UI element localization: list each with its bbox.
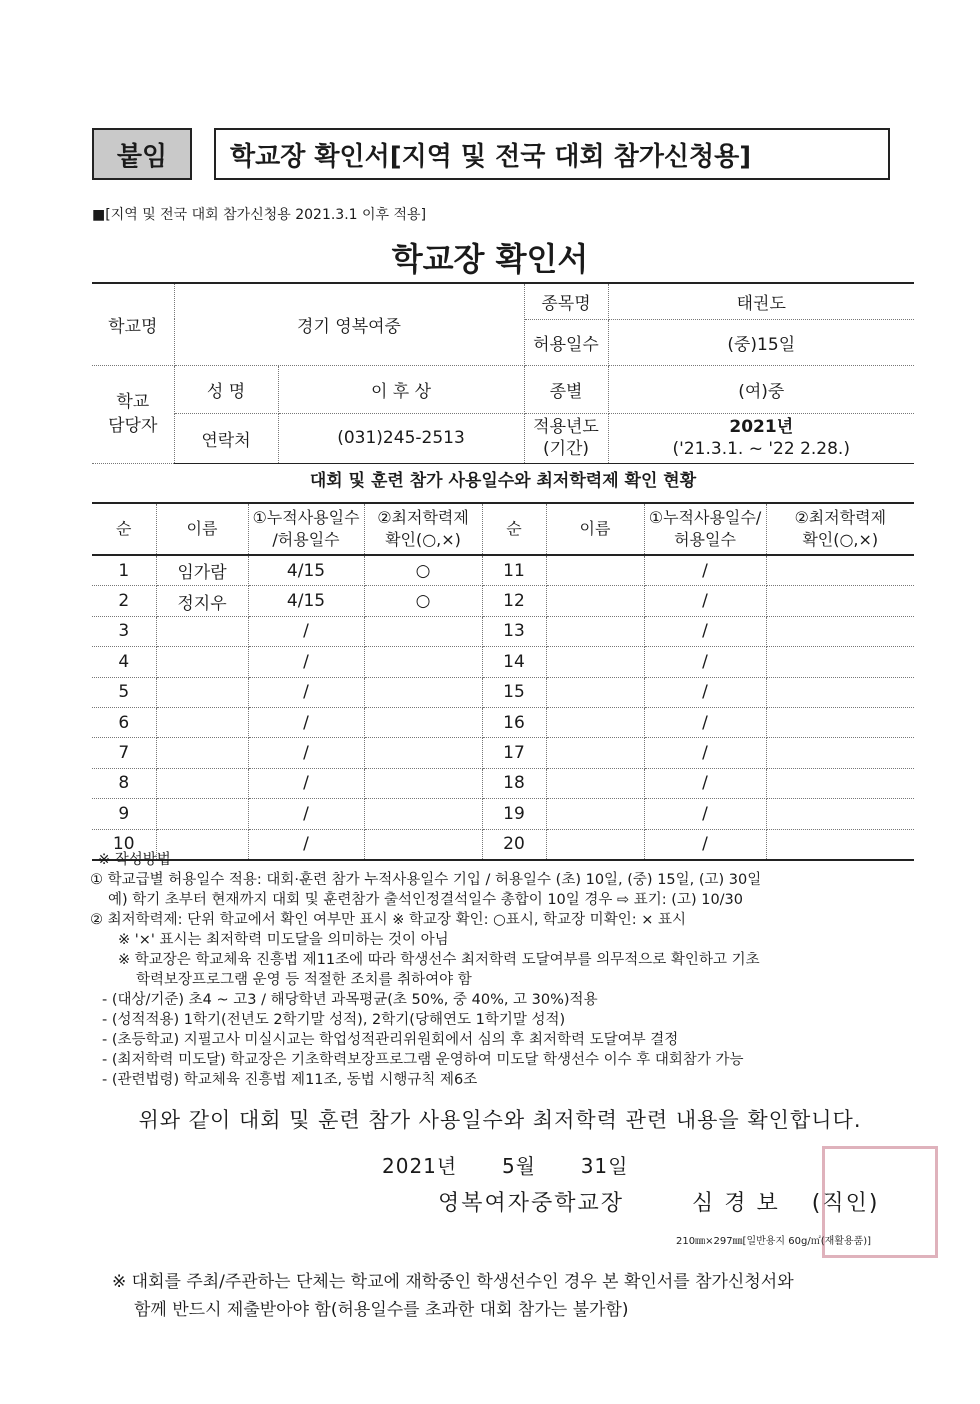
row-days: / (644, 647, 766, 677)
row-days: / (644, 799, 766, 829)
instruction-line: ※ '×' 표시는 최저학력 미도달을 의미하는 것이 아님 (118, 932, 449, 948)
row-days: 4/15 (248, 555, 364, 586)
row-name (546, 555, 644, 586)
row-days: / (248, 677, 364, 707)
school-value: 경기 영복여중 (174, 283, 524, 365)
row-check (766, 555, 914, 586)
row-days: 4/15 (248, 586, 364, 616)
row-days: / (644, 738, 766, 768)
row-no: 4 (92, 647, 156, 677)
row-days: / (248, 768, 364, 798)
row-days: / (644, 586, 766, 616)
instruction-line: ② 최저학력제: 단위 학교에서 확인 여부만 표시 ※ 학교장 확인: ○표시, 학교장 미확인: × 표시 (90, 912, 686, 928)
year-label: 적용년도 (기간) (524, 413, 608, 463)
row-days: / (644, 677, 766, 707)
allow-label: 허용일수 (524, 319, 608, 365)
signer-name: 심 경 보 (692, 1191, 780, 1216)
header-days: ①누적사용일수 /허용일수 (248, 503, 364, 555)
date-month: 5월 (501, 1154, 536, 1178)
row-no: 17 (482, 738, 546, 768)
table-row (92, 707, 914, 737)
row-days: / (644, 768, 766, 798)
confirm-statement: 위와 같이 대회 및 훈련 참가 사용일수와 최저학력 관련 내용을 확인합니다. (138, 1108, 862, 1132)
row-check (364, 707, 482, 737)
row-no: 11 (482, 555, 546, 586)
row-days: / (644, 616, 766, 646)
instruction-line: - (관련법령) 학교체육 진흥법 제11조, 동법 시행규칙 제6조 (102, 1072, 478, 1088)
row-days: / (248, 616, 364, 646)
row-days: / (248, 647, 364, 677)
row-check (766, 677, 914, 707)
row-check (766, 707, 914, 737)
row-no: 7 (92, 738, 156, 768)
row-name (156, 738, 248, 768)
table-row (92, 555, 914, 586)
footer-line: 함께 반드시 제출받아야 함(허용일수를 초과한 대회 참가는 불가함) (134, 1300, 629, 1320)
status-title: 대회 및 훈련 참가 사용일수와 최저학력제 확인 현황 (309, 471, 697, 491)
type-value: (여)중 (608, 365, 914, 413)
manager-label: 학교 담당자 (92, 365, 174, 463)
event-value: 태권도 (608, 283, 914, 319)
instruction-line: - (최저학력 미도달) 학교장은 기초학력보장프로그램 운영하여 미도달 학생선수 이수 후 대회참가 가능 (102, 1052, 744, 1068)
row-check: ○ (364, 555, 482, 586)
date-day: 31일 (580, 1154, 629, 1178)
header-no: 순 (482, 503, 546, 555)
instruction-line: ① 학교급별 허용일수 적용: 대회·훈련 참가 누적사용일수 기입 / 허용일수 (초) 10일, (중) 15일, (고) 30일 (90, 872, 762, 888)
row-no: 14 (482, 647, 546, 677)
row-name (546, 616, 644, 646)
row-days: / (248, 707, 364, 737)
row-name (546, 677, 644, 707)
row-name (546, 799, 644, 829)
footer-line: ※ 대회를 주최/주관하는 단체는 학교에 재학중인 학생선수인 경우 본 확인서를 참가신청서와 (112, 1272, 794, 1292)
date-year: 2021년 (382, 1154, 458, 1178)
issue-date (382, 1150, 628, 1179)
paper-spec: 210㎜×297㎜[일반용지 60g/㎡(재활용품)] (676, 1236, 872, 1247)
row-check (766, 738, 914, 768)
row-name (546, 768, 644, 798)
header-days: ①누적사용일수/ 허용일수 (644, 503, 766, 555)
row-check (364, 647, 482, 677)
row-no: 5 (92, 677, 156, 707)
status-table (92, 502, 914, 861)
footer-note (112, 1268, 794, 1324)
instruction-line: ※ 학교장은 학교체육 진흥법 제11조에 따라 학생선수 최저학력 도달여부를 의무적으로 확인하고 기초 (118, 952, 760, 968)
row-days: / (248, 829, 364, 860)
row-name (156, 768, 248, 798)
row-no: 19 (482, 799, 546, 829)
row-name (546, 586, 644, 616)
row-no: 16 (482, 707, 546, 737)
row-check (364, 616, 482, 646)
row-name: 정지우 (156, 586, 248, 616)
row-no: 12 (482, 586, 546, 616)
row-check (364, 768, 482, 798)
row-no: 18 (482, 768, 546, 798)
header-check: ②최저학력제 확인(○,×) (766, 503, 914, 555)
row-name: 임가람 (156, 555, 248, 586)
instruction-line: 학력보장프로그램 운영 등 적절한 조치를 취하여야 함 (136, 972, 472, 988)
contact-label: 연락처 (174, 413, 278, 463)
row-name (156, 647, 248, 677)
school-label: 학교명 (92, 283, 174, 365)
table-row (92, 586, 914, 616)
table-row (92, 738, 914, 768)
attachment-badge: 붙임 (92, 128, 192, 180)
row-check (364, 677, 482, 707)
year-cell (608, 413, 914, 463)
row-days: / (644, 829, 766, 860)
row-name (546, 738, 644, 768)
row-no: 20 (482, 829, 546, 860)
row-days: / (644, 555, 766, 586)
row-no: 6 (92, 707, 156, 737)
row-name (156, 707, 248, 737)
row-name (546, 707, 644, 737)
name-label: 성 명 (174, 365, 278, 413)
table-row (92, 799, 914, 829)
instruction-line: 예) 학기 초부터 현재까지 대회 및 훈련참가 출석인정결석일수 총합이 10일 경우 ⇨ 표기: (고) 10/30 (108, 892, 744, 908)
row-check (364, 799, 482, 829)
table-row (92, 768, 914, 798)
instruction-line: ※ 작성방법 (98, 852, 171, 868)
document-title: 학교장 확인서[지역 및 전국 대회 참가신청용] (214, 128, 890, 180)
row-no: 15 (482, 677, 546, 707)
header-name: 이름 (156, 503, 248, 555)
row-check (766, 647, 914, 677)
row-no: 9 (92, 799, 156, 829)
table-row (92, 677, 914, 707)
header-name: 이름 (546, 503, 644, 555)
row-check (766, 768, 914, 798)
row-check (364, 738, 482, 768)
table-row (92, 647, 914, 677)
signer (438, 1186, 879, 1217)
period-value: ('21.3.1. ~ '22 2.28.) (672, 439, 850, 459)
row-name (156, 799, 248, 829)
row-check (766, 616, 914, 646)
row-no: 13 (482, 616, 546, 646)
subnote: ■[지역 및 전국 대회 참가신청용 2021.3.1 이후 적용] (92, 207, 427, 223)
row-no: 8 (92, 768, 156, 798)
event-label: 종목명 (524, 283, 608, 319)
instruction-line: - (성적적용) 1학기(전년도 2학기말 성적), 2학기(당해연도 1학기말 성적) (102, 1012, 566, 1028)
page-title: 학교장 확인서 (391, 240, 589, 278)
row-no: 2 (92, 586, 156, 616)
info-table (92, 282, 914, 464)
instruction-line: - (초등학교) 지필고사 미실시교는 학업성적관리위원회에서 심의 후 최저학력 도달여부 결정 (102, 1032, 679, 1048)
row-check (766, 586, 914, 616)
row-no: 3 (92, 616, 156, 646)
signer-seal: (직인) (811, 1191, 880, 1216)
row-days: / (248, 738, 364, 768)
type-label: 종별 (524, 365, 608, 413)
row-days: / (248, 799, 364, 829)
signer-school: 영복여자중학교장 (438, 1191, 625, 1216)
header-check: ②최저학력제 확인(○,×) (364, 503, 482, 555)
instruction-line: - (대상/기준) 초4 ~ 고3 / 해당학년 과목평균(초 50%, 중 40%, 고 30%)적용 (102, 992, 598, 1008)
contact-value: (031)245-2513 (278, 413, 524, 463)
name-value: 이 후 상 (278, 365, 524, 413)
row-check: ○ (364, 586, 482, 616)
row-days: / (644, 707, 766, 737)
row-no: 1 (92, 555, 156, 586)
table-row (92, 616, 914, 646)
row-name (156, 677, 248, 707)
row-check (766, 799, 914, 829)
row-no: 10 (92, 829, 156, 860)
allow-value: (중)15일 (608, 319, 914, 365)
header-no: 순 (92, 503, 156, 555)
row-name (156, 616, 248, 646)
row-name (546, 647, 644, 677)
year-value: 2021년 (729, 417, 794, 437)
instructions (90, 850, 920, 1090)
